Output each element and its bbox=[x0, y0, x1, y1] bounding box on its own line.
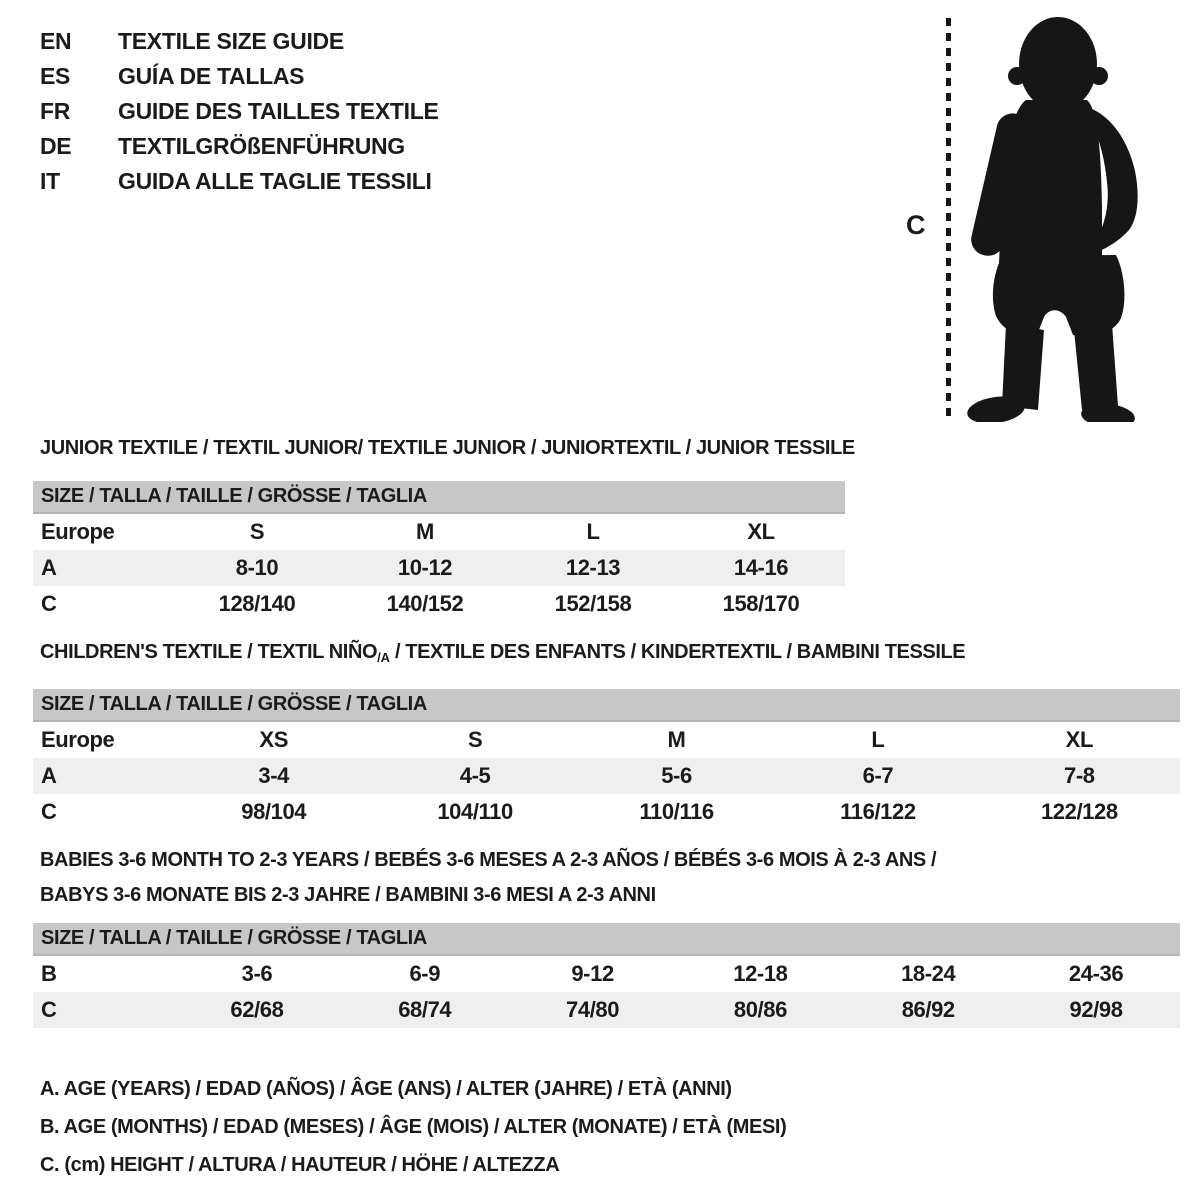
babies-table-rows bbox=[33, 956, 1180, 1028]
table-row bbox=[33, 992, 1180, 1028]
table-cell: 74/80 bbox=[566, 997, 620, 1022]
language-row bbox=[40, 59, 439, 94]
table-cell: XL bbox=[1065, 727, 1093, 752]
table-cell: 68/74 bbox=[398, 997, 452, 1022]
table-row bbox=[33, 722, 1180, 758]
language-row bbox=[40, 129, 439, 164]
children-heading-text: CHILDREN'S TEXTILE / TEXTIL NIÑO bbox=[40, 641, 378, 663]
junior-section-heading: JUNIOR TEXTILE / TEXTIL JUNIOR/ TEXTILE JUNIOR / JUNIORTEXTIL / JUNIOR TESSILE bbox=[40, 437, 855, 459]
guide-title: GUIDE DES TAILLES TEXTILE bbox=[118, 98, 439, 124]
table-cell: 110/116 bbox=[639, 799, 714, 824]
toddler-silhouette-image bbox=[956, 14, 1148, 422]
table-cell: M bbox=[667, 727, 686, 752]
table-cell: S bbox=[249, 519, 265, 544]
table-row bbox=[33, 550, 845, 586]
table-row bbox=[33, 956, 1180, 992]
language-code: IT bbox=[40, 168, 60, 194]
row-label: C bbox=[41, 591, 57, 616]
table-cell: 6-9 bbox=[409, 961, 441, 986]
language-row bbox=[40, 164, 439, 199]
children-heading-subscript: /A bbox=[377, 650, 390, 665]
babies-section-heading-line2: BABYS 3-6 MONATE BIS 2-3 JAHRE / BAMBINI 3-6 MESI A 2-3 ANNI bbox=[40, 884, 656, 906]
language-code: ES bbox=[40, 63, 71, 89]
footnote-legend bbox=[40, 1070, 786, 1184]
table-cell: 80/86 bbox=[733, 997, 787, 1022]
table-cell: S bbox=[467, 727, 483, 752]
row-label: B bbox=[41, 961, 57, 986]
table-cell: 152/158 bbox=[554, 591, 632, 616]
table-cell: 92/98 bbox=[1069, 997, 1123, 1022]
language-code: FR bbox=[40, 98, 71, 124]
table-cell: 158/170 bbox=[722, 591, 800, 616]
language-code: DE bbox=[40, 133, 72, 159]
row-label: Europe bbox=[41, 519, 115, 544]
footnote-c: C. (cm) HEIGHT / ALTURA / HAUTEUR / HÖHE / ALTEZZA bbox=[40, 1153, 560, 1176]
table-cell: L bbox=[871, 727, 885, 752]
table-cell: 10-12 bbox=[397, 555, 453, 580]
guide-title: GUIDA ALLE TAGLIE TESSILI bbox=[118, 168, 432, 194]
table-cell: 4-5 bbox=[459, 763, 491, 788]
table-cell: 24-36 bbox=[1068, 961, 1124, 986]
table-cell: M bbox=[416, 519, 434, 544]
children-heading-text: / TEXTILE DES ENFANTS / KINDERTEXTIL / BAMBINI TESSILE bbox=[389, 641, 966, 663]
language-title-list bbox=[40, 24, 439, 199]
guide-title: TEXTILE SIZE GUIDE bbox=[118, 28, 344, 54]
table-cell: 140/152 bbox=[386, 591, 464, 616]
table-row bbox=[33, 586, 845, 622]
table-cell: 12-13 bbox=[565, 555, 621, 580]
table-cell: 8-10 bbox=[235, 555, 279, 580]
table-cell: 86/92 bbox=[901, 997, 955, 1022]
row-label: A bbox=[41, 763, 57, 788]
height-measure-dashed-line bbox=[946, 18, 951, 416]
guide-title: TEXTILGRÖßENFÜHRUNG bbox=[118, 133, 405, 159]
babies-size-table bbox=[33, 923, 1180, 1028]
babies-section-heading-line1: BABIES 3-6 MONTH TO 2-3 YEARS / BEBÉS 3-6 MESES A 2-3 AÑOS / BÉBÉS 3-6 MOIS À 2-3 ANS / bbox=[40, 849, 937, 871]
table-cell: 3-6 bbox=[241, 961, 273, 986]
row-label: Europe bbox=[41, 727, 115, 752]
language-code: EN bbox=[40, 28, 72, 54]
children-size-table bbox=[33, 689, 1180, 830]
table-row bbox=[33, 794, 1180, 830]
row-label: C bbox=[41, 997, 57, 1022]
footnote-a: A. AGE (YEARS) / EDAD (AÑOS) / ÂGE (ANS) / ALTER (JAHRE) / ETÀ (ANNI) bbox=[40, 1077, 732, 1100]
table-cell: 62/68 bbox=[230, 997, 284, 1022]
table-cell: 6-7 bbox=[862, 763, 894, 788]
table-cell: 3-4 bbox=[258, 763, 289, 788]
table-cell: 18-24 bbox=[901, 961, 956, 986]
table-cell: XL bbox=[747, 519, 775, 544]
size-header-bar: SIZE / TALLA / TAILLE / GRÖSSE / TAGLIA bbox=[33, 923, 1180, 956]
table-cell: 9-12 bbox=[571, 961, 614, 986]
junior-size-table bbox=[33, 481, 845, 622]
table-cell: 12-18 bbox=[733, 961, 788, 986]
guide-title: GUÍA DE TALLAS bbox=[118, 63, 305, 89]
table-cell: 104/110 bbox=[437, 799, 513, 824]
table-cell: 116/122 bbox=[840, 799, 916, 824]
table-cell: 122/128 bbox=[1040, 799, 1118, 824]
table-cell: 7-8 bbox=[1064, 763, 1095, 788]
table-cell: XS bbox=[259, 727, 288, 752]
junior-table-rows bbox=[33, 514, 845, 622]
size-header-bar: SIZE / TALLA / TAILLE / GRÖSSE / TAGLIA bbox=[33, 689, 1180, 722]
language-row bbox=[40, 24, 439, 59]
table-row bbox=[33, 758, 1180, 794]
table-cell: 128/140 bbox=[218, 591, 296, 616]
table-cell: 14-16 bbox=[733, 555, 789, 580]
row-label: A bbox=[41, 555, 57, 580]
footnote-b: B. AGE (MONTHS) / EDAD (MESES) / ÂGE (MOIS) / ALTER (MONATE) / ETÀ (MESI) bbox=[40, 1115, 787, 1138]
size-header-bar: SIZE / TALLA / TAILLE / GRÖSSE / TAGLIA bbox=[33, 481, 845, 514]
table-row bbox=[33, 514, 845, 550]
row-label: C bbox=[41, 799, 57, 824]
children-section-heading bbox=[40, 641, 965, 665]
language-row bbox=[40, 94, 439, 129]
table-cell: 5-6 bbox=[661, 763, 692, 788]
table-cell: L bbox=[586, 519, 600, 544]
table-cell: 98/104 bbox=[241, 799, 307, 824]
height-measure-label: C bbox=[906, 210, 926, 240]
children-table-rows bbox=[33, 722, 1180, 830]
